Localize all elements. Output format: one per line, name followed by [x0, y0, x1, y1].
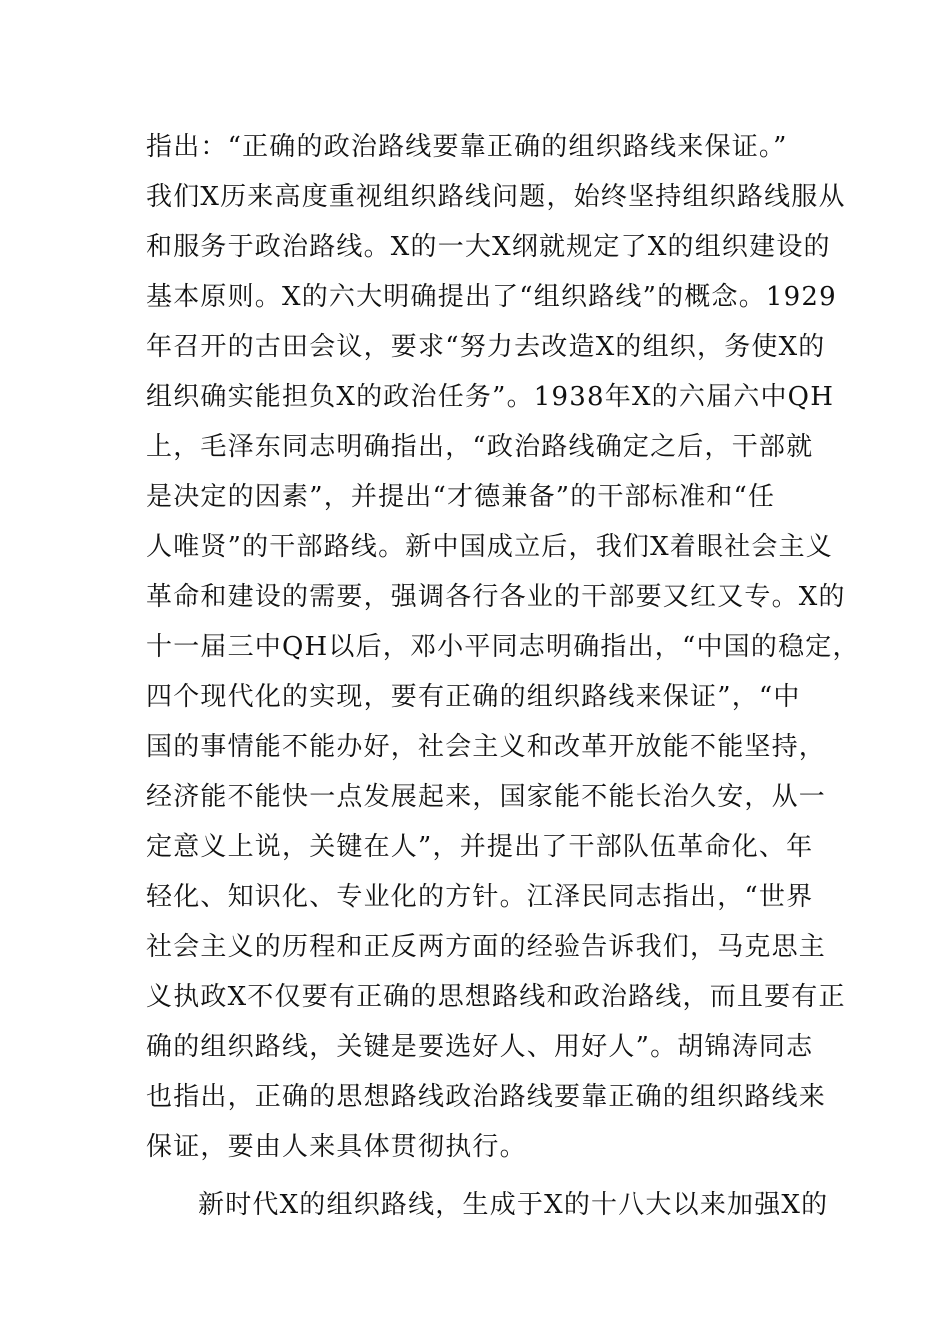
- text-line: 定意义上说，关键在人”，并提出了干部队伍革命化、年: [146, 832, 814, 862]
- paragraph-2: [146, 1180, 836, 1230]
- text-line: 十一届三中QH以后，邓小平同志明确指出，“中国的稳定，: [146, 632, 860, 662]
- text-line: 组织确实能担负X的政治任务”。1938年X的六届六中QH: [146, 382, 835, 412]
- paragraph-gap: [146, 1172, 836, 1180]
- text-line: 指出：“正确的政治路线要靠正确的组织路线来保证。”: [146, 132, 788, 162]
- text-line: 社会主义的历程和正反两方面的经验告诉我们，马克思主: [146, 932, 827, 962]
- text-line: 也指出，正确的思想路线政治路线要靠正确的组织路线来: [146, 1082, 827, 1112]
- text-line: 义执政X不仅要有正确的思想路线和政治路线，而且要有正: [146, 982, 846, 1012]
- text-line: 轻化、知识化、专业化的方针。江泽民同志指出，“世界: [146, 882, 814, 912]
- text-line: 基本原则。X的六大明确提出了“组织路线”的概念。1929: [146, 282, 837, 312]
- text-line: 年召开的古田会议，要求“努力去改造X的组织，务使X的: [146, 332, 826, 362]
- text-line: 保证，要由人来具体贯彻执行。: [146, 1132, 527, 1162]
- body-text: [146, 122, 860, 1230]
- text-line: 人唯贤”的干部路线。新中国成立后，我们X着眼社会主义: [146, 532, 834, 562]
- text-line: 新时代X的组织路线，生成于X的十八大以来加强X的: [198, 1190, 829, 1220]
- text-line: 革命和建设的需要，强调各行各业的干部要又红又专。X的: [146, 582, 846, 612]
- text-line: 四个现代化的实现，要有正确的组织路线来保证”，“中: [146, 682, 801, 712]
- text-line: 国的事情能不能办好，社会主义和改革开放能不能坚持，: [146, 732, 827, 762]
- text-line: 我们X历来高度重视组织路线问题，始终坚持组织路线服从: [146, 182, 846, 212]
- paragraph-1: [146, 122, 860, 1172]
- text-line: 是决定的因素”，并提出“才德兼备”的干部标准和“任: [146, 482, 776, 512]
- text-line: 经济能不能快一点发展起来，国家能不能长治久安，从一: [146, 782, 827, 812]
- text-line: 上，毛泽东同志明确指出，“政治路线确定之后，干部就: [146, 432, 814, 462]
- text-line: 和服务于政治路线。X的一大X纲就规定了X的组织建设的: [146, 232, 831, 262]
- text-line: 确的组织路线，关键是要选好人、用好人”。胡锦涛同志: [146, 1032, 814, 1062]
